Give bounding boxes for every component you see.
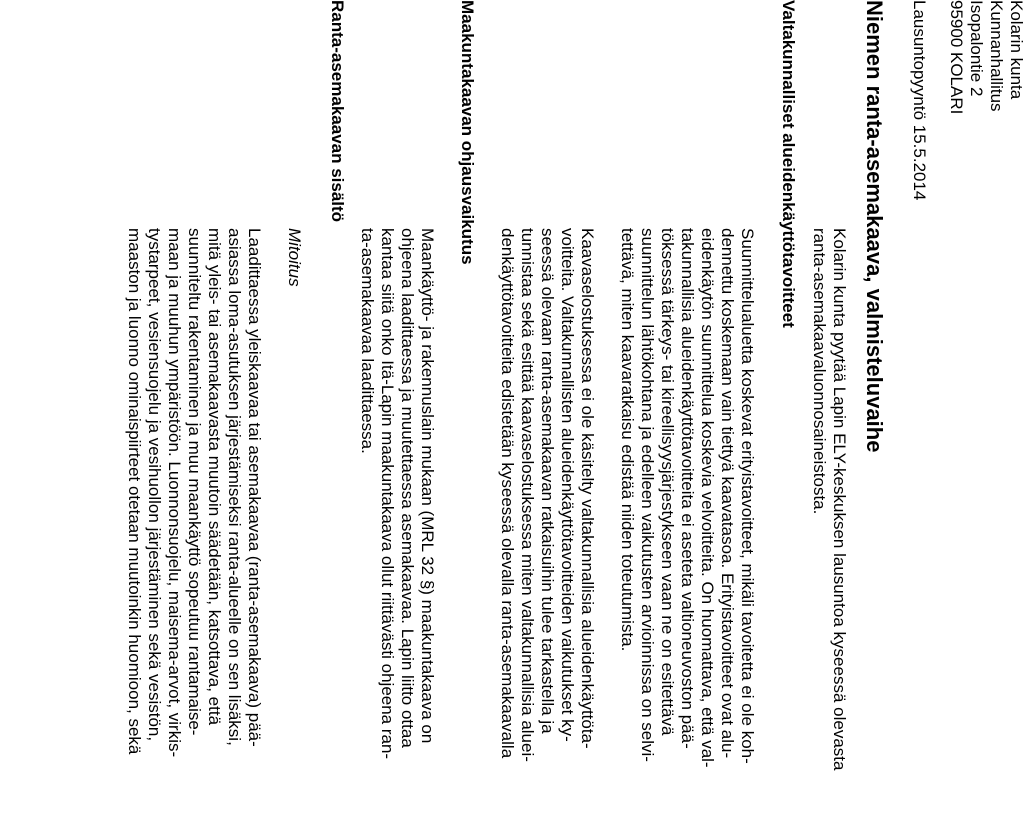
paragraph-line: mitä yleis- tai asemakaavasta muutoin säädetään, katsottava, että — [205, 228, 224, 726]
paragraph-line: takunnallisia alueidenkäyttötavoitteita ei aseteta valtioneuvoston pää- — [678, 228, 697, 749]
recipient-body: Kunnanhallitus — [987, 0, 1006, 112]
paragraph-line: denkäyttötavoitteita edistetään kyseessä olevalla ranta-asemakaavalla — [498, 228, 517, 759]
section-heading-mk: Maakuntakaavan ohjausvaikutus — [458, 0, 477, 265]
paragraph-line: asiassa loma-asutuksen järjestämiseksi ranta-alueelle on sen lisäksi, — [225, 228, 244, 746]
recipient-org: Kolarin kunta — [1007, 0, 1026, 100]
subheading-mitoitus: Mitoitus — [285, 228, 304, 287]
paragraph-line: ta-asemakaavaa laadittaessa. — [358, 228, 377, 454]
paragraph-line: maan ja muuhun ympäristöön. Luonnonsuojelu, maisema-arvot, virkis- — [165, 228, 184, 758]
paragraph-line: kantaa siitä onko Itä-Lapin maakuntakaava ollut riittävästi ohjeena ran- — [378, 228, 397, 760]
paragraph-line: voitteita. Valtakunnallisten alueidenkäyttötavoitteiden vaikutukset ky- — [558, 228, 577, 742]
paragraph-line: suunnittelun lähtökohtana ja edelleen vaikutusten arvioinnissa on selvi- — [638, 228, 657, 762]
recipient-street: Isopalontie 2 — [967, 0, 986, 97]
section-heading-vat: Valtakunnalliset alueidenkäyttötavoitteet — [779, 0, 798, 328]
section-heading-rak: Ranta-asemakaavan sisältö — [328, 0, 347, 223]
document-title: Niemen ranta-asemakaava, valmisteluvaihe — [862, 0, 887, 453]
paragraph-line: tettävä, miten kaavaratkaisu edistää niiden toteutumista. — [618, 228, 637, 652]
intro-line: Kolarin kunta pyytää Lapin ELY-keskuksen lausuntoa kyseessä olevasta — [830, 228, 849, 771]
paragraph-line: suunniteltu rakentaminen ja muu maankäyttö sopeutuu rantamaise- — [185, 228, 204, 736]
paragraph-line: tystarpeet, vesiensuojelu ja vesihuollon järjestäminen sekä vesistön, — [145, 228, 164, 742]
paragraph-line: ohjeena laadittaessa ja muutettaessa asemakaavaa. Lapin liitto ottaa — [398, 228, 417, 748]
intro-line: ranta-asemakaavaluonnosaineistosta. — [810, 228, 829, 515]
paragraph-line: Laadittaessa yleiskaavaa tai asemakaavaa (ranta-asemakaava) pää- — [245, 228, 264, 747]
paragraph-line: seessä olevaan ranta-asemakaavan ratkaisuihin tulee tarkastella ja — [538, 228, 557, 734]
paragraph-line: Kaavaselostuksessa ei ole käsitelty valtakunnallisia alueidenkäyttöta- — [578, 228, 597, 749]
paragraph-line: maaston ja luonno ominaispiirteet otetaan muutoinkin huomioon, sekä — [125, 228, 144, 755]
paragraph-line: Suunnittelualuetta koskevat erityistavoitteet, mikäli tavoitetta ei ole koh- — [738, 228, 757, 764]
paragraph-line: töksessä tärkeys- tai kireellisyysjärjestykseen vaan ne on esitettävä — [658, 228, 677, 736]
paragraph-line: eidenkäytön suunnittelua koskevia velvoitteita. On huomattava, että val- — [698, 228, 717, 768]
paragraph-line: Maankäyttö- ja rakennuslain mukaan (MRL 32 §) maakuntakaava on — [418, 228, 437, 744]
request-date: Lausuntopyyntö 15.5.2014 — [910, 0, 929, 201]
paragraph-line: tunnistaa sekä esittää kaavaselostuksessa miten valtakunnallisia aluei- — [518, 228, 537, 762]
recipient-postal: 95900 KOLARI — [947, 0, 966, 115]
paragraph-line: dennettu koskemaan vain tiettyä kaavatasoa. Erityistavoitteet ovat alu- — [718, 228, 737, 759]
